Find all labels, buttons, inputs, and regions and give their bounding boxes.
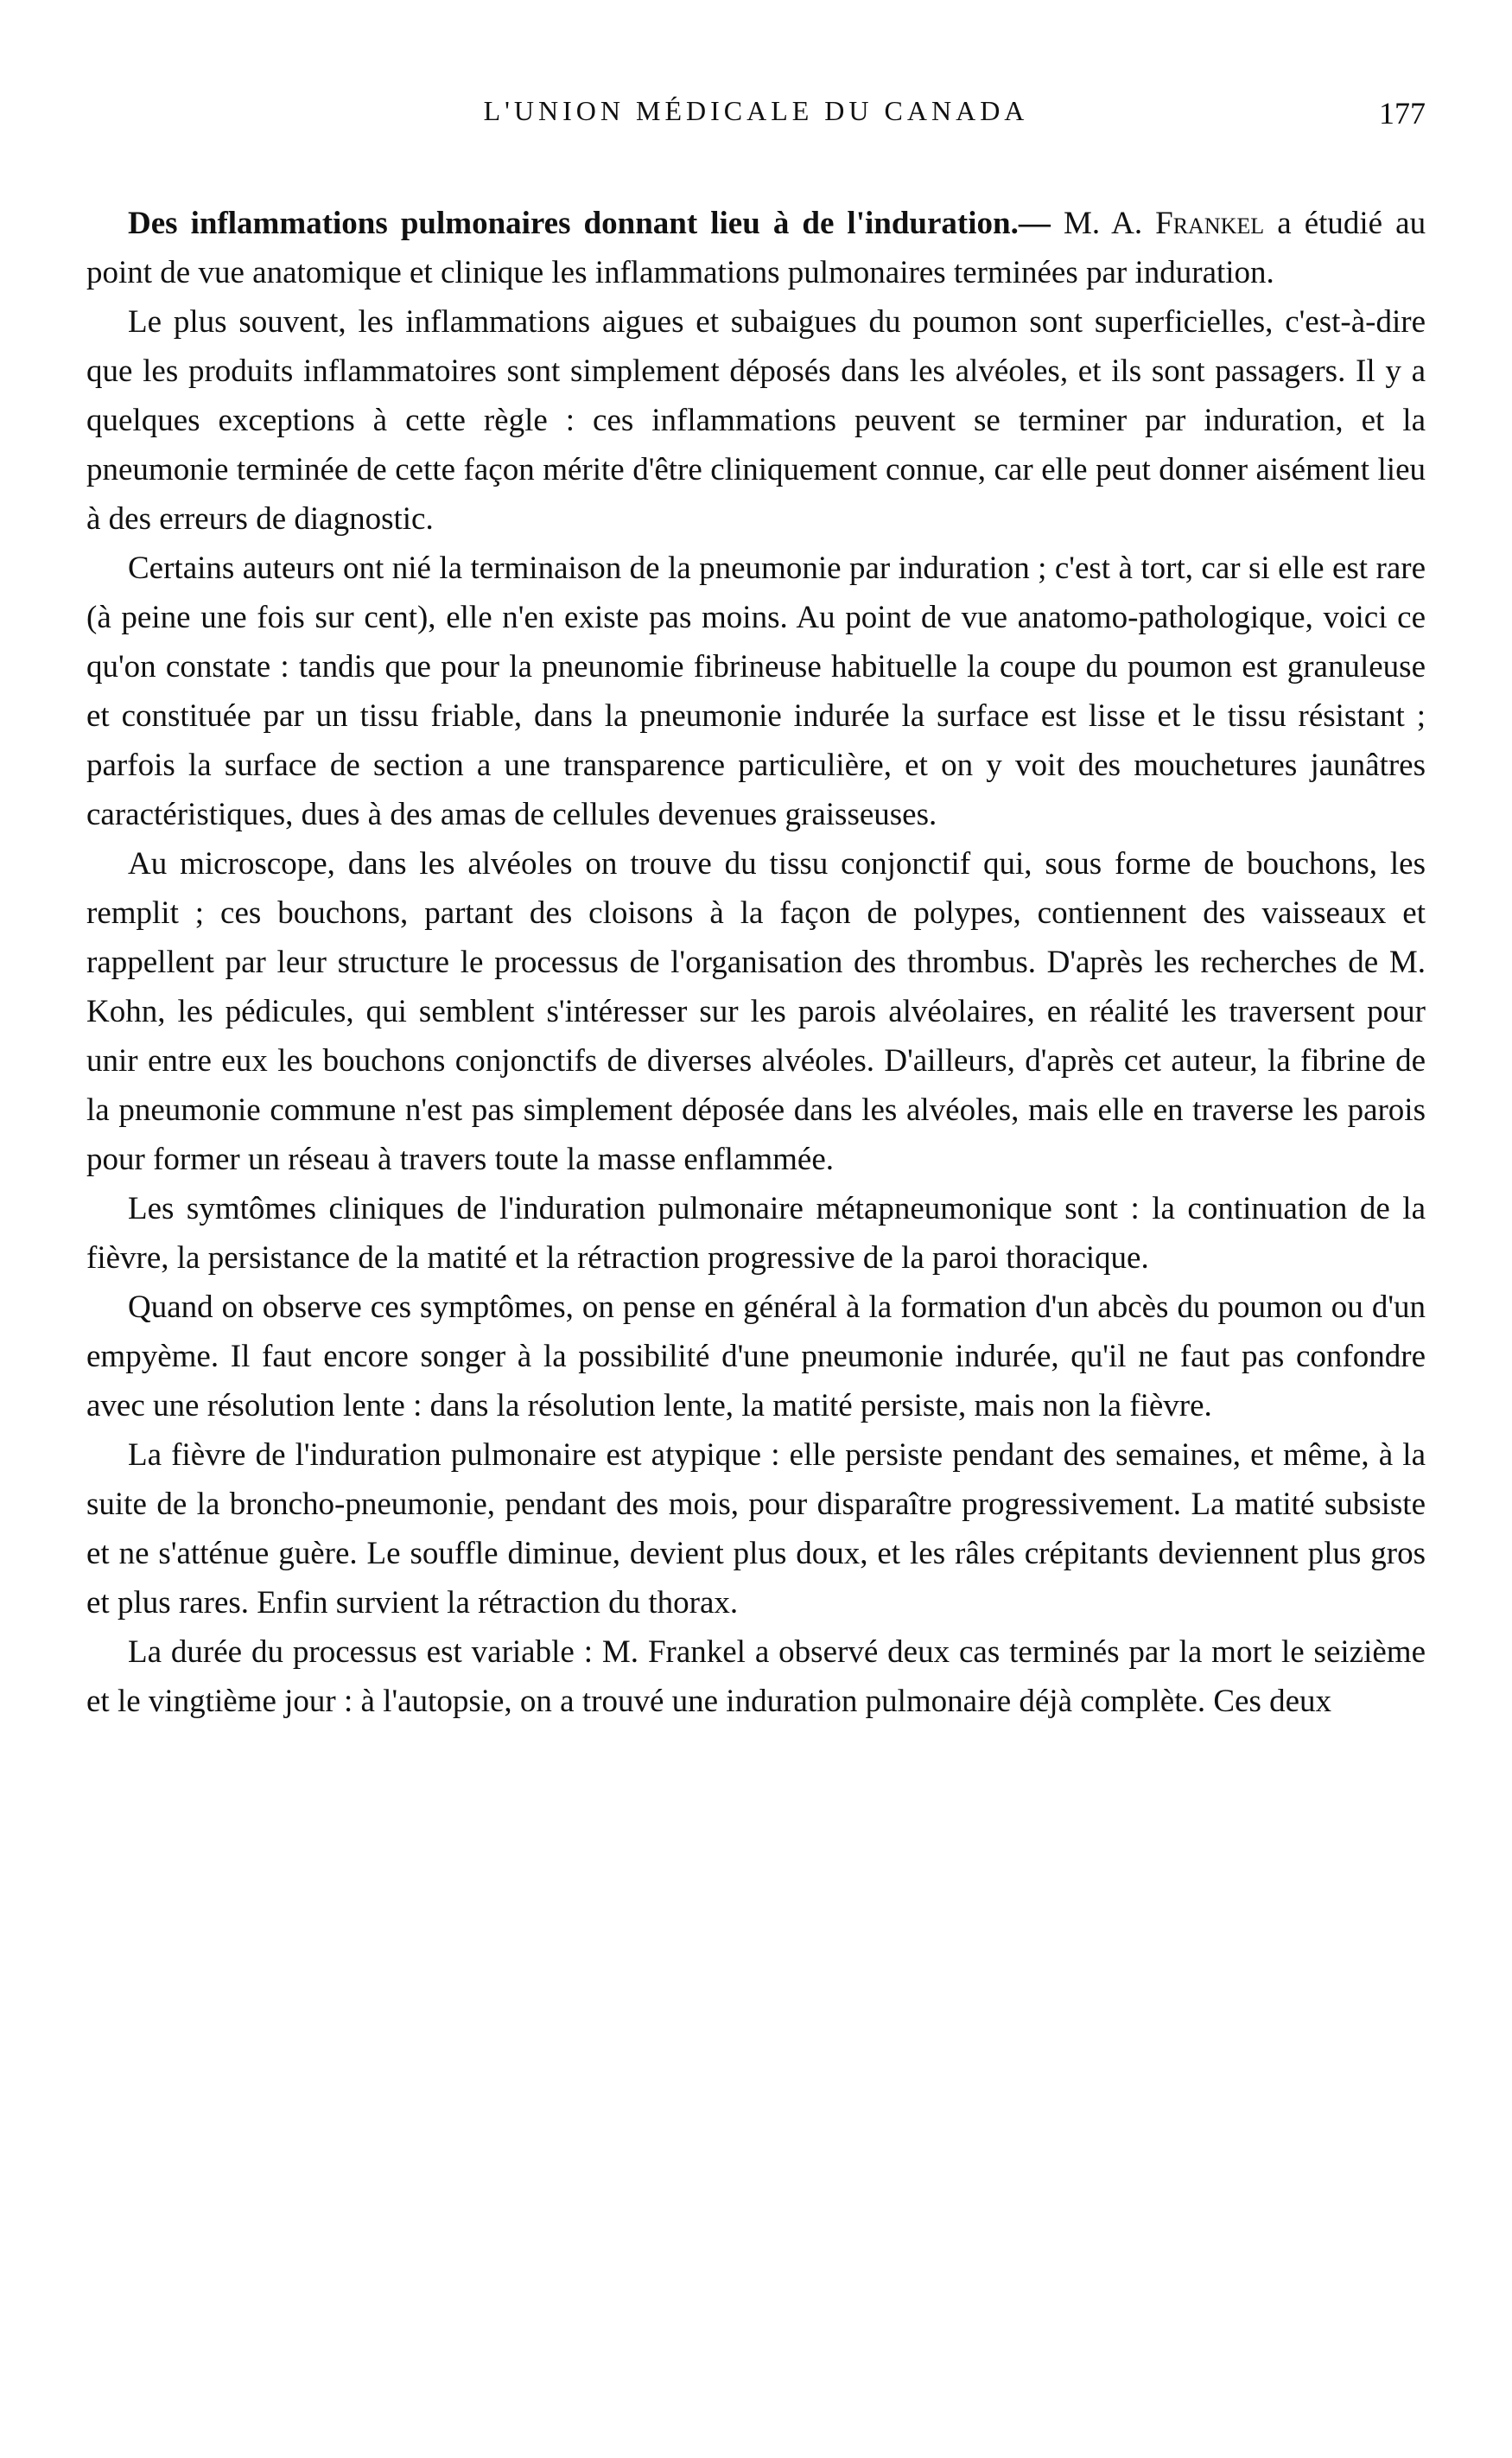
- body-paragraph: Les symtômes cliniques de l'induration pulmonaire métapneumonique sont : la continuation de la fièvre, la persistance de la matité et la rétraction progressive de la paroi thoracique.: [86, 1191, 1426, 1276]
- journal-page: [86, 95, 1426, 1726]
- journal-title: L'UNION MÉDICALE DU CANADA: [483, 95, 1029, 126]
- intro-text: a étudié au point de vue anatomique et clinique les inflammations pulmonaires terminées par induration.: [86, 206, 1426, 290]
- body-paragraph: Au microscope, dans les alvéoles on trouve du tissu conjonctif qui, sous forme de bouchons, les remplit ; ces bouchons, partant des cloisons à la façon de polypes, contiennent des vaisseaux et rappellent par leur structure le processus de l'organisation des thrombus. D'après les recherches de M. Kohn, les pédicules, qui semblent s'intéresser sur les parois alvéolaires, en réalité les traversent pour unir entre eux les bouchons conjonctifs de diverses alvéoles. D'ailleurs, d'après cet auteur, la fibrine de la pneumonie commune n'est pas simplement déposée dans les alvéoles, mais elle en traverse les parois pour former un réseau à travers toute la masse enflammée.: [86, 846, 1426, 1177]
- author-prefix: M. A.: [1063, 206, 1143, 241]
- body-paragraph: Quand on observe ces symptômes, on pense en général à la formation d'un abcès du poumon ou d'un empyème. Il faut encore songer à la possibilité d'une pneumonie indurée, qu'il ne faut pas confondre avec une résolution lente : dans la résolution lente, la matité persiste, mais non la fièvre.: [86, 1289, 1426, 1423]
- running-head: [86, 95, 1426, 147]
- article-body: [86, 199, 1426, 1726]
- body-paragraph: Certains auteurs ont nié la terminaison de la pneumonie par induration ; c'est à tort, car si elle est rare (à peine une fois sur cent), elle n'en existe pas moins. Au point de vue anatomo-pathologique, voici ce qu'on constate : tandis que pour la pneunomie fibrineuse habituelle la coupe du poumon est granuleuse et constituée par un tissu friable, dans la pneumonie indurée la surface est lisse et le tissu résistant ; parfois la surface de section a une transparence particulière, et on y voit des mouchetures jaunâtres caractéristiques, dues à des amas de cellules devenues graisseuses.: [86, 551, 1426, 832]
- body-paragraph: La fièvre de l'induration pulmonaire est atypique : elle persiste pendant des semaines, et même, à la suite de la broncho-pneumonie, pendant des mois, pour disparaître progressivement. La matité subsiste et ne s'atténue guère. Le souffle diminue, devient plus doux, et les râles crépitants deviennent plus gros et plus rares. Enfin survient la rétraction du thorax.: [86, 1437, 1426, 1621]
- body-paragraph: La durée du processus est variable : M. Frankel a observé deux cas terminés par la mort le seizième et le vingtième jour : à l'autopsie, on a trouvé une induration pulmonaire déjà complète. Ces deux: [86, 1634, 1426, 1719]
- article-intro-paragraph: [86, 199, 1426, 297]
- author-name: Frankel: [1155, 206, 1265, 241]
- body-paragraph: Le plus souvent, les inflammations aigues et subaigues du poumon sont superficielles, c'est-à-dire que les produits inflammatoires sont simplement déposés dans les alvéoles, et ils sont passagers. Il y a quelques exceptions à cette règle : ces inflammations peuvent se terminer par induration, et la pneumonie terminée de cette façon mérite d'être cliniquement connue, car elle peut donner aisément lieu à des erreurs de diagnostic.: [86, 304, 1426, 537]
- page-number: 177: [1379, 96, 1426, 131]
- article-heading: Des inflammations pulmonaires donnant lieu à de l'induration.—: [128, 206, 1051, 241]
